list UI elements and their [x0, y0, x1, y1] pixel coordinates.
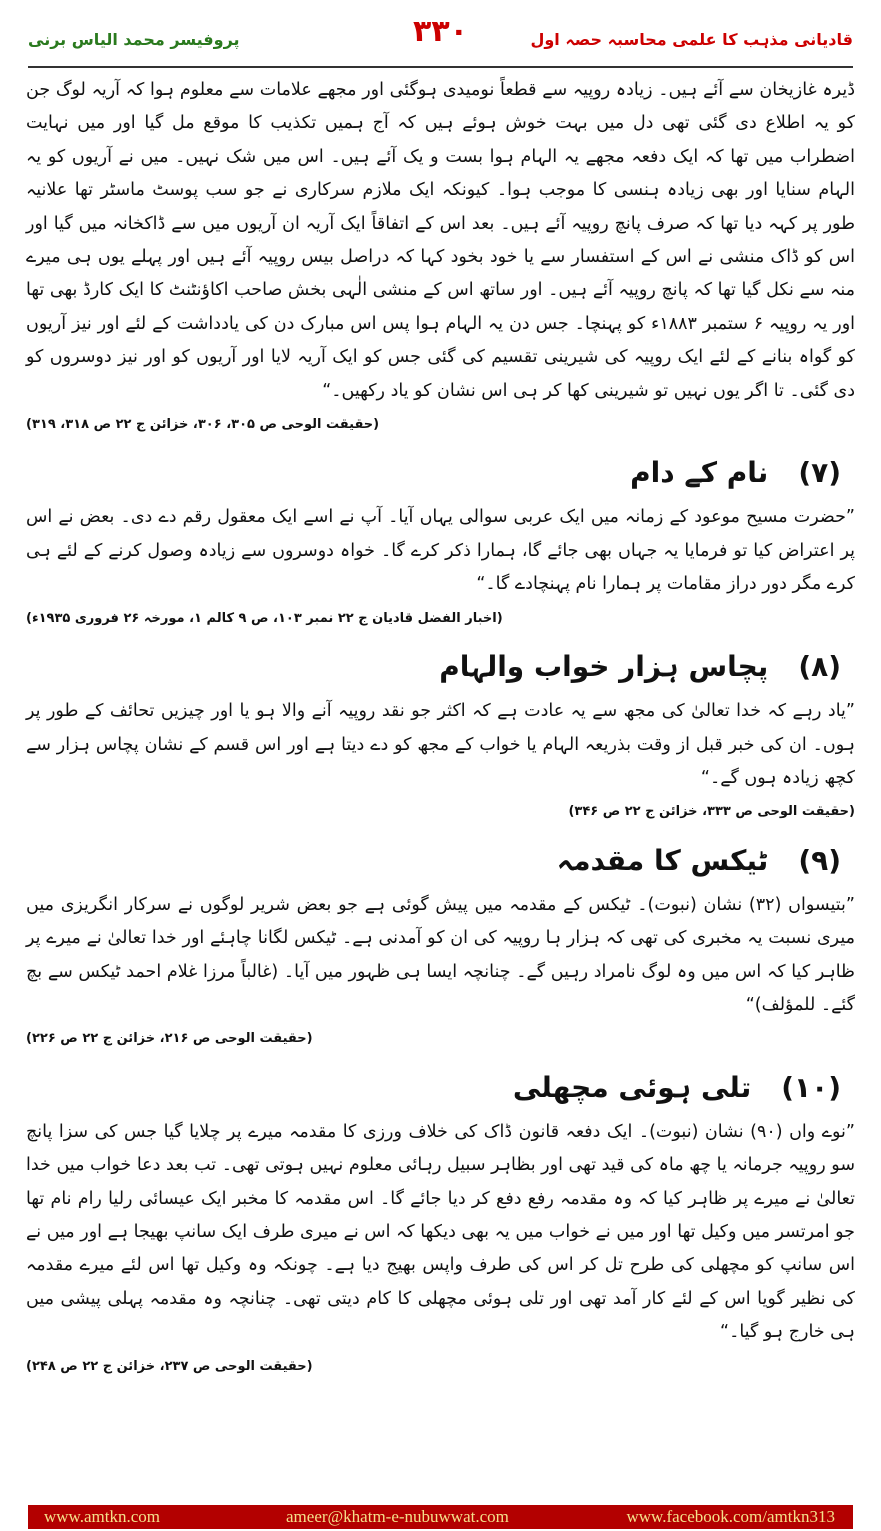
facebook-link[interactable]: www.facebook.com/amtkn313: [626, 1507, 835, 1526]
reference: (اخبار الفضل قادیان ج ۲۲ نمبر ۱۰۳، ص ۹ کالم ۱، مورخہ ۲۶ فروری ۱۹۳۵ء): [26, 610, 503, 626]
paragraph: ”حضرت مسیح موعود کے زمانہ میں ایک عربی سوالی یہاں آیا۔ آپ نے اسے ایک معقول رقم دے دی۔ بعض نے اس پر اعتراض کیا تو فرمایا یہ جہاں بھی جائے گا، ہمارا ذکر کرے گا۔ خواہ دوسروں سے زیادہ وصول کرنے کے لئے ہی کرے مگر دور دراز مقامات پر ہمارا نام پہنچادے گا۔“: [26, 507, 855, 595]
page-body: [26, 74, 855, 1383]
section-number: (۷): [798, 456, 841, 490]
paragraph: ”نوے واں (۹۰) نشان (نبوت)۔ ایک دفعہ قانون ڈاک کی خلاف ورزی کا مقدمہ میرے پر چلایا گیا جس کی سزا پانچ سو روپیہ جرمانہ یا چھ ماہ کی قید تھی اور بظاہر سبیل رہائی معلوم نہیں ہوتی تھی۔ تب بعد دعا خواب میں خدا تعالیٰ نے میرے پر ظاہر کیا کہ وہ مقدمہ رفع دفع کر دیا جائے گا۔ اس مقدمہ کا مخبر ایک عیسائی رلیا رام نام تھا جو امرتسر میں وکیل تھا اور میں نے خواب میں یہ بھی دیکھا کہ اس نے میری طرف ایک سانپ بھیجا ہے اور میں نے اس سانپ کو مچھلی کی طرح تل کر اس کی طرف واپس بھیج دیا ہے۔ چونکہ وہ وکیل تھا اس لئے میرے مقدمہ کی نظیر گویا اس کے لئے کار آمد تھی اور تلی ہوئی مچھلی کا کام دیتی تھی۔ چنانچہ وہ مقدمہ پہلی پیشی میں ہی خارج ہو گیا۔“: [26, 1121, 855, 1343]
email-link[interactable]: ameer@khatm-e-nubuwwat.com: [286, 1507, 509, 1526]
website-link[interactable]: www.amtkn.com: [44, 1507, 160, 1526]
section-heading: [26, 1066, 841, 1110]
section-heading: [26, 839, 841, 883]
reference: (حقیقت الوحی ص ۳۰۵، ۳۰۶، خزائن ج ۲۲ ص ۳۱۸، ۳۱۹): [26, 417, 380, 433]
reference: (حقیقت الوحی ص ۲۱۶، خزائن ج ۲۲ ص ۲۲۶): [26, 1031, 313, 1047]
section-heading: [26, 451, 841, 495]
section-number: (۹): [798, 843, 841, 877]
section-title: پچاس ہزار خواب والہام: [439, 650, 769, 684]
reference: (حقیقت الوحی ص ۲۳۷، خزائن ج ۲۲ ص ۲۴۸): [26, 1358, 313, 1374]
page-footer: [28, 1505, 853, 1529]
section-number: (۱۰): [781, 1070, 841, 1104]
author-name: پروفیسر محمد الیاس برنی: [28, 30, 240, 49]
section-heading: [26, 645, 841, 689]
page-header: [0, 0, 881, 70]
section-title: ٹیکس کا مقدمہ: [556, 843, 769, 877]
page-number: ۳۳۰: [413, 14, 468, 49]
reference: (حقیقت الوحی ص ۳۳۳، خزائن ج ۲۲ ص ۳۴۶): [568, 804, 855, 820]
book-title: قادیانی مذہب کا علمی محاسبہ حصہ اول: [530, 30, 853, 49]
header-divider: [28, 66, 853, 68]
section-number: (۸): [798, 650, 841, 684]
paragraph: ”بتیسواں (۳۲) نشان (نبوت)۔ ٹیکس کے مقدمہ میں پیش گوئی ہے جو بعض شریر لوگوں نے سرکار انگریزی میں میری نسبت یہ مخبری کی تھی کہ ہزار ہا روپیہ کی ان کو آمدنی ہے۔ ٹیکس لگانا چاہئے اور خدا تعالیٰ نے میرے پر ظاہر کیا کہ اس میں وہ لوگ نامراد رہیں گے۔ چنانچہ ایسا ہی ظہور میں آیا۔ (غالباً مرزا غلام احمد ٹیکس سے بچ گئے۔ للمؤلف)“: [26, 894, 855, 1015]
section-title: نام کے دام: [630, 456, 769, 490]
section-title: تلی ہوئی مچھلی: [512, 1070, 752, 1104]
paragraph: ڈیرہ غازیخان سے آئے ہیں۔ زیادہ روپیہ سے قطعاً نومیدی ہوگئی اور مجھے علامات سے معلوم ہوا کہ آریہ لوگ جن کو یہ اطلاع دی گئی تھی دل میں بہت خوش ہوئے ہیں کہ آج ہمیں تکذیب کا موقع مل گیا اور میں نہایت اضطراب میں تھا کہ ایک دفعہ مجھے یہ الہام ہوا بست و یک آئے ہیں۔ اس میں شک نہیں۔ میں نے آریوں کو یہ الہام سنایا اور بھی زیادہ ہنسی کا موجب ہوا۔ کیونکہ ایک ملازم سرکاری نے جو سب پوسٹ ماسٹر تھا علانیہ طور پر کہہ دیا تھا کہ صرف پانچ روپیہ آئے ہیں۔ بعد اس کے اتفاقاً ایک آریہ ان آریوں میں سے ڈاکخانہ میں گیا اور اس کو ڈاک منشی نے اس کے استفسار سے یا خود بخود کہا کہ دراصل بیس روپیہ آئے ہیں اور پہلے یوں ہی میرے منہ سے نکل گیا تھا کہ پانچ روپیہ آئے ہیں۔ اور ساتھ اس کے منشی الٰہی بخش صاحب اکاؤنٹنٹ کا ایک کارڈ بھی تھا اور یہ روپیہ ۶ ستمبر ۱۸۸۳ء کو پہنچا۔ جس دن یہ الہام ہوا پس اس مبارک دن کی یادداشت کے لئے اور نیز آریوں کو گواہ بنانے کے لئے ایک روپیہ کی شیرینی تقسیم کی گئی جس کو ایک آریہ لایا اور آریوں کو اور نیز دوسروں کو دی گئی۔ تا اگر یوں نہیں تو شیرینی کھا کر ہی اس نشان کو یاد رکھیں۔“: [26, 80, 856, 401]
paragraph: ”یاد رہے کہ خدا تعالیٰ کی مجھ سے یہ عادت ہے کہ اکثر جو نقد روپیہ آنے والا ہو یا اور چیزیں تحائف کے طور پر ہوں۔ ان کی خبر قبل از وقت بذریعہ الہام یا خواب کے مجھ کو دے دیتا ہے اور اس قسم کے نشان پچاس ہزار سے کچھ زیادہ ہوں گے۔“: [26, 701, 855, 788]
